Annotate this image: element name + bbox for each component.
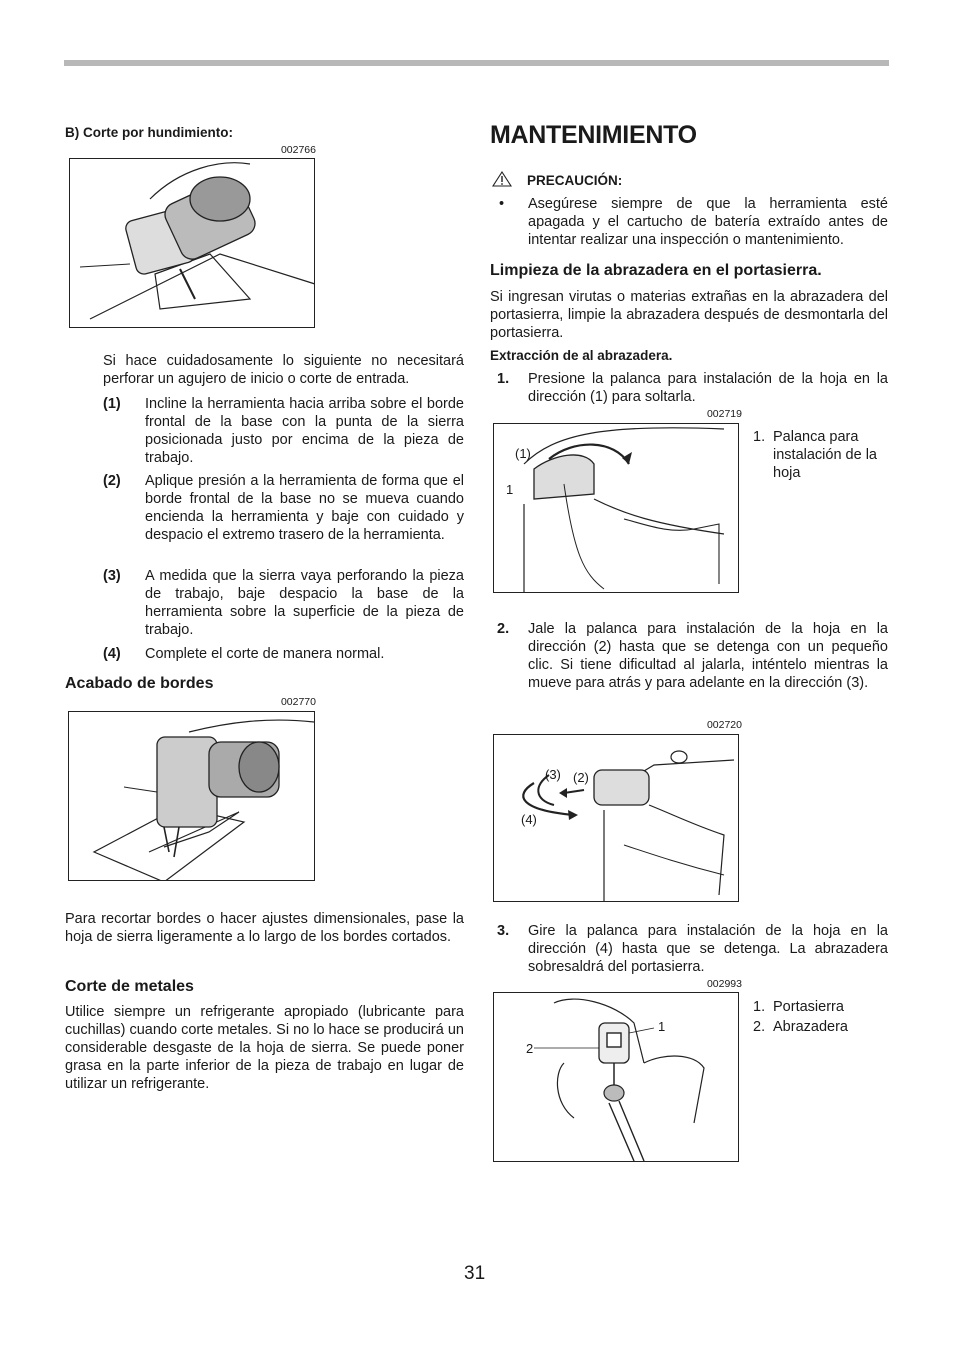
step-text: Gire la palanca para instalación de la hoja en la dirección (4) hasta que se detenga. La abrazadera sobresaldrá del portasierra. (528, 923, 888, 975)
edge-finishing-title: Acabado de bordes (65, 675, 214, 692)
legend-key: 1. (753, 429, 766, 445)
cleaning-text: Si ingresan virutas o materias extrañas en la abrazadera del portasierra, limpie la abrazadera después de desmontarla del portasierra. (490, 289, 888, 341)
step-item (103, 645, 464, 663)
step-number: (2) (103, 473, 121, 489)
lever-release-illustration (493, 423, 739, 593)
figure-legend (753, 998, 893, 1036)
figure-label: (4) (521, 812, 537, 827)
figure-label: (2) (573, 770, 589, 785)
metal-cutting-title: Corte de metales (65, 978, 194, 995)
step-number: (1) (103, 396, 121, 412)
step-text: Incline la herramienta hacia arriba sobre el borde frontal de la base con la punta de la sierra posicionada justo por encima de la pieza de trabajo. (145, 396, 464, 466)
step-number: 1. (497, 371, 510, 387)
extraction-title: Extracción de al abrazadera. (490, 348, 673, 363)
blade-clamp-illustration (493, 992, 739, 1162)
caution-label: PRECAUCIÓN: (527, 173, 623, 188)
bullet: • (499, 196, 505, 212)
legend-value: Palanca para instalación de la hoja (773, 429, 877, 481)
step-text: Aplique presión a la herramienta de forma que el borde frontal de la base no se mueva cuando encienda la herramienta y baje con cuidado y despacio el extremo trasero de la herramienta. (145, 473, 464, 543)
figure-code: 002770 (280, 696, 316, 708)
figure-label: (1) (515, 446, 531, 461)
figure-label: 1 (658, 1019, 666, 1034)
step-text: Presione la palanca para instalación de la hoja en la dirección (1) para soltarla. (528, 371, 888, 405)
edge-finishing-illustration (68, 711, 315, 881)
plunge-intro: Si hace cuidadosamente lo siguiente no necesitará perforar un agujero de inicio o corte de entrada. (103, 353, 464, 387)
top-rule (64, 60, 889, 66)
figure-label: 2 (526, 1041, 534, 1056)
lever-pull-illustration (493, 734, 739, 902)
step-text: Complete el corte de manera normal. (145, 646, 385, 662)
plunge-cut-illustration (69, 158, 315, 328)
step-number: 2. (497, 621, 510, 637)
step-item (103, 395, 464, 467)
step-number: (3) (103, 568, 121, 584)
step-item (103, 567, 464, 639)
figure-code: 002719 (706, 408, 742, 420)
legend-value: Abrazadera (773, 1019, 848, 1035)
figure-code: 002993 (706, 978, 742, 990)
cleaning-title: Limpieza de la abrazadera en el portasierra. (490, 262, 822, 279)
figure-code: 002766 (280, 144, 316, 156)
legend-key: 2. (753, 1019, 766, 1035)
plunge-cut-title: B) Corte por hundimiento: (65, 125, 233, 140)
page-number: 31 (464, 1263, 486, 1284)
caution-text: Asegúrese siempre de que la herramienta esté apagada y el cartucho de batería extraído antes de intentar realizar una inspección o mantenimiento. (528, 196, 888, 248)
section-title: MANTENIMIENTO (490, 121, 697, 149)
figure-label: (3) (545, 767, 561, 782)
figure-label: 1 (506, 482, 514, 497)
step-number: (4) (103, 646, 121, 662)
figure-legend (753, 428, 893, 482)
metal-cutting-text: Utilice siempre un refrigerante apropiado (lubricante para cuchillas) cuando corte metales. Si no lo hace se producirá un considerable desgaste de la hoja de sierra. Se puede poner grasa en la parte inferior de la pieza de trabajo en lugar de utilizar un refrigerante. (65, 1004, 464, 1092)
edge-finishing-text: Para recortar bordes o hacer ajustes dimensionales, pase la hoja de sierra ligeramente a lo largo de los bordes cortados. (65, 911, 464, 945)
step-text: A medida que la sierra vaya perforando la pieza de trabajo, baje despacio la base de la herramienta sobre la superficie de la pieza de trabajo. (145, 568, 464, 638)
step-number: 3. (497, 923, 510, 939)
legend-value: Portasierra (773, 999, 844, 1015)
step-item (103, 472, 464, 544)
legend-key: 1. (753, 999, 766, 1015)
warning-triangle-icon (492, 171, 512, 187)
figure-code: 002720 (706, 719, 742, 731)
step-text: Jale la palanca para instalación de la hoja en la dirección (2) hasta que se detenga con un pequeño clic. Si tiene dificultad al jalarla, inténtelo mientras la mueve para atrás y para adelante en la dirección (3). (528, 621, 888, 691)
